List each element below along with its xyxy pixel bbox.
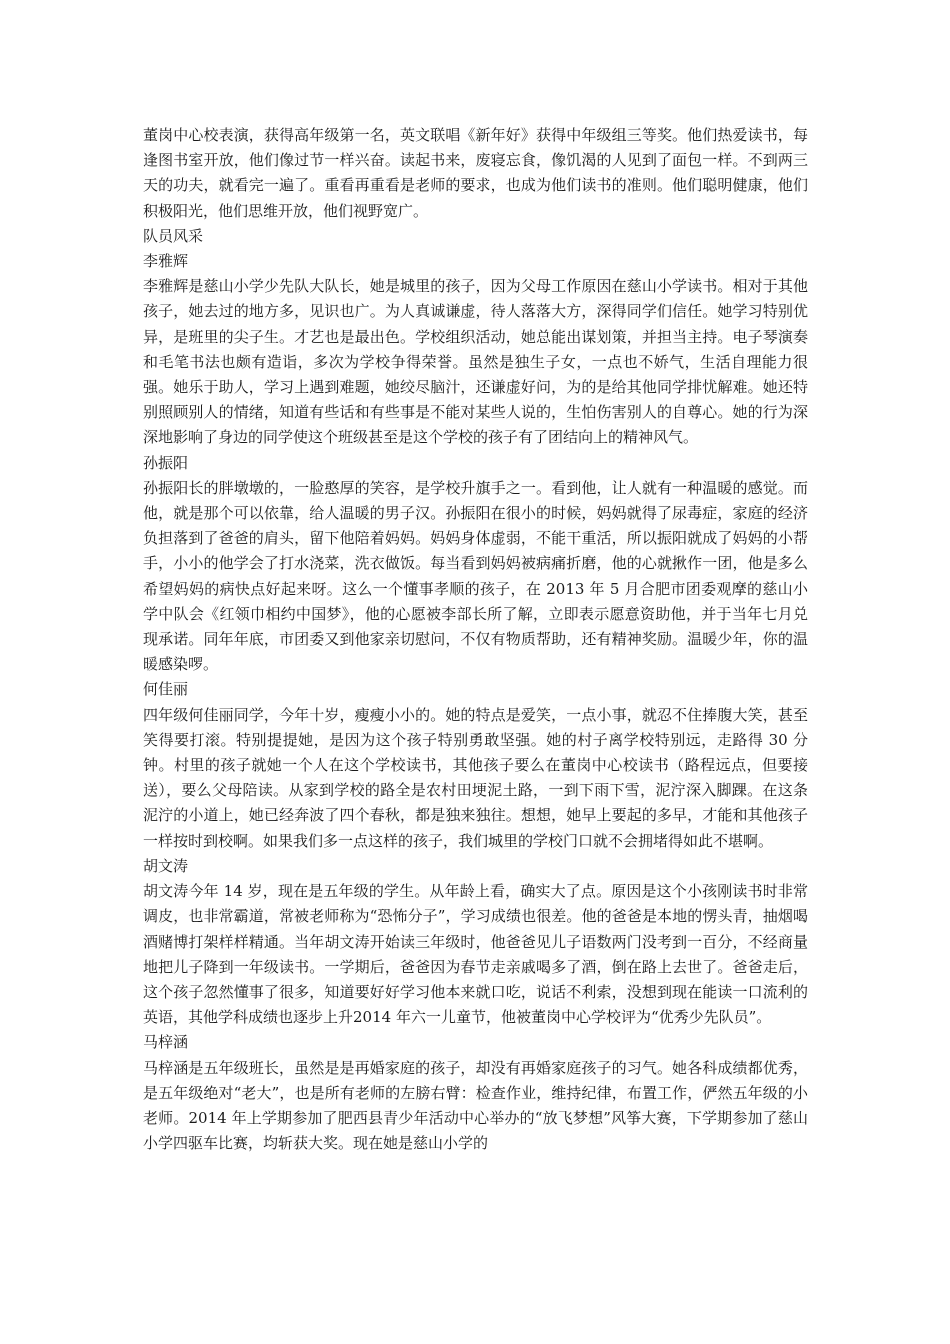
profile-text: 孙振阳长的胖墩墩的，一脸憨厚的笑容，是学校升旗手之一。看到他，让人就有一种温暖的感觉。而他，就是那个可以依靠，给人温暖的男子汉。孙振阳在很小的时候，妈妈就得了尿毒症，家庭的经济负担落到了爸爸的肩头，留下他陪着妈妈。妈妈身体虚弱，不能干重活，所以振阳就成了妈妈的小帮手，小小的他学会了打水浇菜，洗衣做饭。每当看到妈妈被病痛折磨，他的心就揪作一团，他是多么希望妈妈的病快点好起来呀。这么一个懂事孝顺的孩子，在 2013 年 5 月合肥市团委观摩的慈山小学中队会《红领巾相约中国梦》，他的心愿被李部长所了解，立即表示愿意资助他，并于当年七月兑现承诺。同年年底，市团委又到他家亲切慰问，不仅有物质帮助，还有精神奖励。温暖少年，你的温暖感染啰。 <box>143 478 808 674</box>
profile-text: 李雅辉是慈山小学少先队大队长，她是城里的孩子，因为父母工作原因在慈山小学读书。相对于其他孩子，她去过的地方多，见识也广。为人真诚谦虚，待人落落大方，深得同学们信任。她学习特别优异，是班里的尖子生。才艺也是最出色。学校组织活动，她总能出谋划策，并担当主持。电子琴演奏和毛笔书法也颇有造诣，多次为学校争得荣誉。虽然是独生子女，一点也不娇气，生活自理能力很强。她乐于助人，学习上遇到难题，她绞尽脑汁，还谦虚好问，为的是给其他同学排忧解难。她还特别照顾别人的情绪，知道有些话和有些事是不能对某些人说的，生怕伤害别人的自尊心。她的行为深深地影响了身边的同学使这个班级甚至是这个学校的孩子有了团结向上的精神风气。 <box>143 277 808 447</box>
intro-paragraph: 董岗中心校表演，获得高年级第一名，英文联唱《新年好》获得中年级组三等奖。他们热爱读书，每逢图书室开放，他们像过节一样兴奋。读起书来，废寝忘食，像饥渴的人见到了面包一样。不到两三天的功夫，就看完一遍了。重看再重看是老师的要求，也成为他们读书的准则。他们聪明健康，他们积极阳光，他们思维开放，他们视野宽广。 <box>143 126 808 220</box>
profile-text: 四年级何佳丽同学，今年十岁，瘦瘦小小的。她的特点是爱笑，一点小事，就忍不住捧腹大笑，甚至笑得要打滚。特别提提她，是因为这个孩子特别勇敢坚强。她的村子离学校特别远，走路得 30 分钟。村里的孩子就她一个人在这个学校读书，其他孩子要么在董岗中心校读书（路程远点，但要接送），要么父母陪读。从家到学校的路全是农村田埂泥土路，一到下雨下雪，泥泞深入脚踝。在这条泥泞的小道上，她已经奔波了四个春秋，都是独来独往。想想，她早上要起的多早，才能和其他孩子一样按时到校啊。如果我们多一点这样的孩子，我们城里的学校门口就不会拥堵得如此不堪啊。 <box>143 705 808 850</box>
document-page <box>143 123 808 1156</box>
profile-text: 胡文涛今年 14 岁，现在是五年级的学生。从年龄上看，确实大了点。原因是这个小孩刚读书时非常调皮，也非常霸道，常被老师称为“恐怖分子”，学习成绩也很差。他的爸爸是本地的愣头青，抽烟喝酒赌博打架样样精通。当年胡文涛开始读三年级时，他爸爸见儿子语数两门没考到一百分，不经商量地把儿子降到一年级读书。一学期后，爸爸因为春节走亲戚喝多了酒，倒在路上去世了。爸爸走后，这个孩子忽然懂事了很多，知道要好好学习他本来就口吃，说话不利索，没想到现在能读一口流利的英语，其他学科成绩也逐步上升2014 年六一儿童节，他被董岗中心学校评为“优秀少先队员”。 <box>143 882 808 1027</box>
profile-name: 马梓涵 <box>143 1033 189 1052</box>
section-title: 队员风采 <box>143 226 204 245</box>
profile-text: 马梓涵是五年级班长，虽然是是再婚家庭的孩子，却没有再婚家庭孩子的习气。她各科成绩都优秀，是五年级绝对“老大”，也是所有老师的左膀右臂：检查作业，维持纪律，布置工作，俨然五年级的小老师。2014 年上学期参加了肥西县青少年活动中心举办的“放飞梦想”风筝大赛，下学期参加了慈山小学四驱车比赛，均斩获大奖。现在她是慈山小学的 <box>143 1058 808 1153</box>
profile-name: 李雅辉 <box>143 252 189 271</box>
profile-name: 孙振阳 <box>143 453 189 472</box>
profile-name: 何佳丽 <box>143 680 189 699</box>
profile-name: 胡文涛 <box>143 856 189 875</box>
